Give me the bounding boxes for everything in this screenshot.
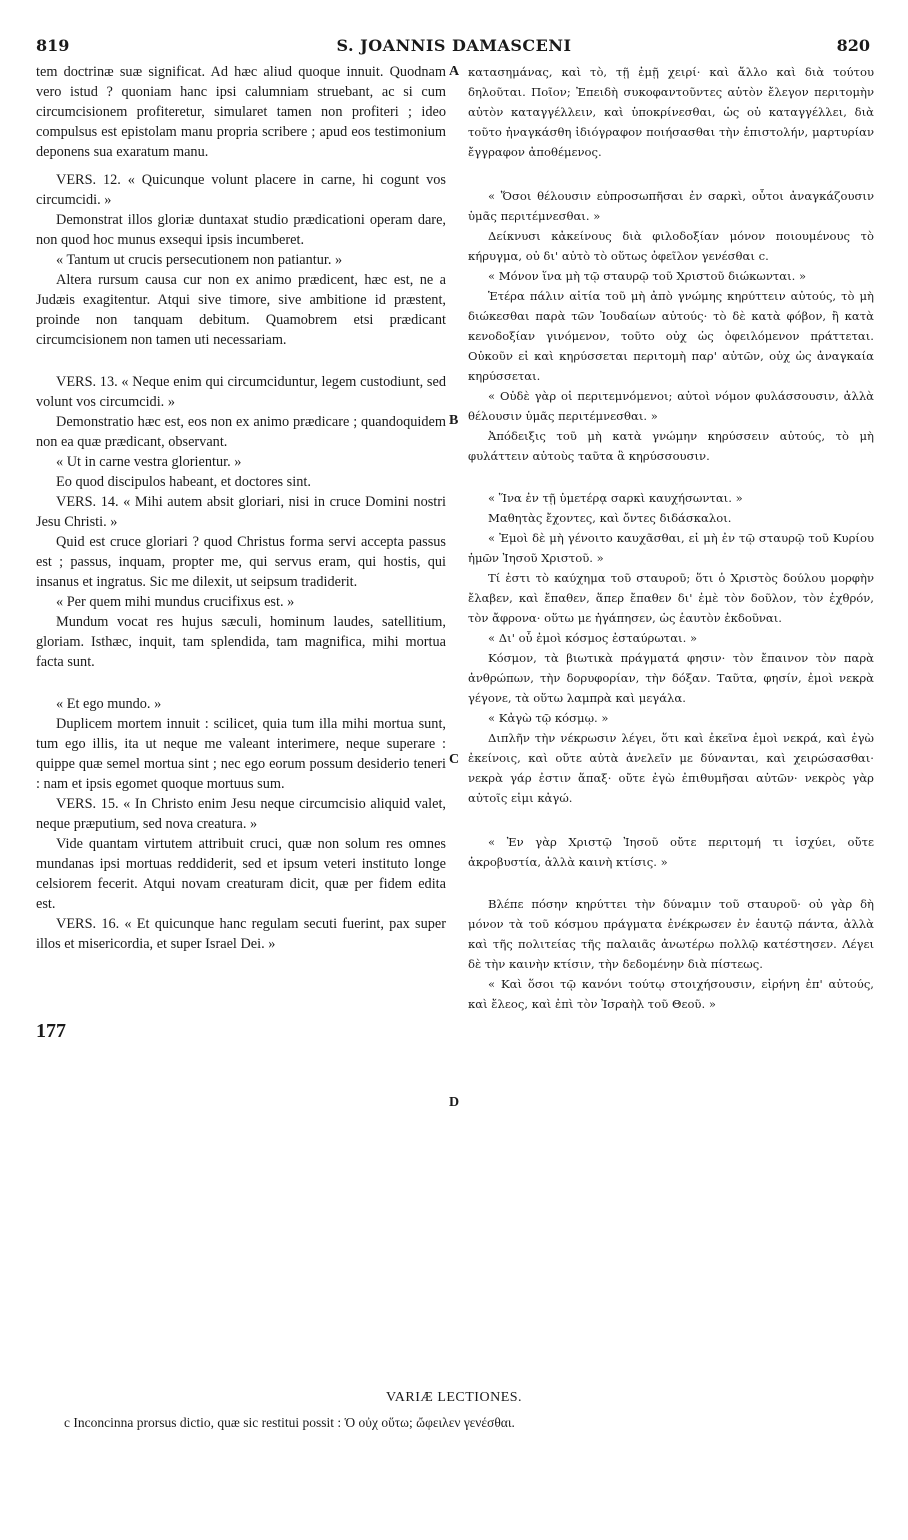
latin-column (36, 62, 446, 954)
latin-quote: « Ut in carne vestra glorientur. » (56, 454, 242, 470)
greek-quote: « Ἐμοὶ δὲ μὴ γένοιτο καυχᾶσθαι, εἰ μὴ ἐν τῷ σταυρῷ τοῦ Κυρίου ἡμῶν Ἰησοῦ Χριστοῦ. » (468, 531, 874, 565)
latin-paragraph: Quid est cruce gloriari ? quod Christus forma servi accepta passus est ; passus, inquam, propter me, qui servus eram, qui hostis, qui insanus et ingratus. Sic me dilexit, ut seipsum tradiderit. (36, 534, 446, 590)
greek-paragraph: κατασημάνας, καὶ τὸ, τῇ ἐμῇ χειρί· καὶ ἄλλο καὶ διὰ τούτου δηλοῦται. Ποῖον; Ἐπειδὴ συκοφαντοῦντες αὐτὸν ἔλεγον περιτομὴν αὐτὸν καταγγέλλειν, καὶ ὑποκρίνεσθαι, ὡς οὐ καταγγέλλει, διὰ τοῦτο ἠναγκάσθη ἰδιόγραφον ποιήσασθαι τὴν ἐπιστολήν, μαρτυρίαν ἔγγραφον ἀποθέμενος. (468, 65, 874, 159)
latin-paragraph: Demonstratio hæc est, eos non ex animo prædicare ; quandoquidem non ea quæ prædicant, observant. (36, 414, 446, 450)
margin-letter-c: C (449, 752, 460, 767)
variae-lectiones-note: c Inconcinna prorsus dictio, quæ sic restitui possit : Ὁ οὐχ οὕτω; ὤφειλεν γενέσθαι. (64, 1415, 515, 1430)
latin-verse-12: VERS. 12. « Quicunque volunt placere in carne, hi cogunt vos circumcidi. » (36, 172, 446, 208)
latin-verse-13: VERS. 13. « Neque enim qui circumciduntur, legem custodiunt, sed volunt vos circumcidi. » (36, 374, 446, 410)
margin-letter-a: A (449, 64, 460, 79)
greek-paragraph: Ἀπόδειξις τοῦ μὴ κατὰ γνώμην κηρύσσειν αὐτούς, τὸ μὴ φυλάττειν αὐτοὺς ταῦτα ἃ κηρύσσουσιν. (468, 429, 874, 463)
margin-letter-d: D (449, 1095, 460, 1110)
latin-verse-14: VERS. 14. « Mihi autem absit gloriari, nisi in cruce Domini nostri Jesu Christi. » (36, 494, 446, 530)
greek-quote: « Ὅσοι θέλουσιν εὐπροσωπῆσαι ἐν σαρκὶ, οὗτοι ἀναγκάζουσιν ὑμᾶς περιτέμνεσθαι. » (468, 189, 874, 223)
latin-quote: « Et ego mundo. » (56, 696, 162, 712)
latin-paragraph: Eo quod discipulos habeant, et doctores sint. (56, 474, 311, 490)
greek-quote: « Οὐδὲ γὰρ οἱ περιτεμνόμενοι; αὐτοὶ νόμον φυλάσσουσιν, ἀλλὰ θέλουσιν ὑμᾶς περιτέμνεσθαι. » (468, 389, 874, 423)
margin-letter-b: B (449, 413, 459, 428)
page-number-left: 819 (36, 36, 70, 55)
margin-page-number: 177 (36, 1020, 66, 1042)
latin-paragraph: Vide quantam virtutem attribuit cruci, quæ non solum res omnes mundanas ipsi mortuas reddiderit, sed et ipsum veteri instituto longe celsiorem fecerit. Atqui novam creaturam dicit, quæ per fidem edita est. (36, 836, 446, 912)
greek-paragraph: Δείκνυσι κἀκείνους διὰ φιλοδοξίαν μόνον ποιουμένους τὸ κήρυγμα, οὐ δι' αὐτὸ τὸ οὕτως ὀφεῖλον γενέσθαι c. (468, 229, 874, 263)
greek-quote: « Ἵνα ἐν τῇ ὑμετέρᾳ σαρκὶ καυχήσωνται. » (488, 491, 743, 505)
running-title: S. JOANNIS DAMASCENI (336, 36, 572, 55)
latin-paragraph: Mundum vocat res hujus sæculi, hominum laudes, satellitium, gloriam. Isthæc, inquit, tam splendida, tam magnifica, mihi mortua facta sunt. (36, 614, 446, 670)
latin-paragraph: Duplicem mortem innuit : scilicet, quia tum illa mihi mortua sunt, tum ego illis, ita ut neque me valeant interimere, neque superare : quippe quæ semel mortua sint ; nec ego eorum possum desiderio teneri : nam et ipsis egomet quoque mortuus sum. (36, 716, 446, 792)
latin-paragraph: tem doctrinæ suæ significat. Ad hæc aliud quoque innuit. Quodnam vero istud ? quoniam hanc ipsi calumniam struebant, ac si cum circumcisionem profiteretur, simularet tamen non profiteri ; ideo compulsus est epistolam manu propria scribere ; apud eos testimonium deponens sua exaratum manu. (36, 64, 446, 160)
page-number-right: 820 (836, 36, 870, 55)
greek-paragraph: Βλέπε πόσην κηρύττει τὴν δύναμιν τοῦ σταυροῦ· οὐ γὰρ δὴ μόνον τὰ τοῦ κόσμου πράγματα ἐνέκρωσεν ἐν ἑαυτῷ πάντα, ἀλλὰ καὶ τῆς πολιτείας τῆς παλαιᾶς ἀνωτέρω πολλῷ κατέστησεν. Λέγει δὲ τὴν καινὴν κτίσιν, τὴν δεδομένην διὰ πίστεως. (468, 897, 874, 971)
greek-paragraph: Ἑτέρα πάλιν αἰτία τοῦ μὴ ἀπὸ γνώμης κηρύττειν αὐτούς, τὸ μὴ διώκεσθαι παρὰ τῶν Ἰουδαίων αὐτούς· τὸ δὲ κατὰ φόβον, ἢ κατὰ κενοδοξίαν γινόμενον, τοῦτο οὐχ ὡς ὀφειλόμενον πράττεται. Οὐκοῦν εἰ καὶ κηρύσσεται περιτομὴ παρ' αὐτῶν, οὐχ ὡς ἀναγκαία κηρύσσεται. (468, 289, 874, 383)
greek-quote: « Κἀγὼ τῷ κόσμῳ. » (488, 711, 609, 725)
variae-lectiones-title: VARIÆ LECTIONES. (385, 1390, 523, 1405)
greek-quote: « Μόνον ἵνα μὴ τῷ σταυρῷ τοῦ Χριστοῦ διώκωνται. » (488, 269, 807, 283)
greek-paragraph: Κόσμον, τὰ βιωτικὰ πράγματά φησιν· τὸν ἔπαινον τὸν παρὰ ἀνθρώπων, τὴν δορυφορίαν, τὴν δόξαν. Ταῦτα, φησίν, ἐμοὶ νεκρὰ γέγονε, τὰ οὕτω λαμπρὰ καὶ μεγάλα. (468, 651, 874, 705)
greek-quote: « Ἐν γὰρ Χριστῷ Ἰησοῦ οὔτε περιτομή τι ἰσχύει, οὔτε ἀκροβυστία, ἀλλὰ καινὴ κτίσις. » (468, 835, 874, 869)
greek-paragraph: Μαθητὰς ἔχοντες, καὶ ὄντες διδάσκαλοι. (488, 511, 732, 525)
greek-paragraph: Τί ἐστι τὸ καύχημα τοῦ σταυροῦ; ὅτι ὁ Χριστὸς δούλου μορφὴν ἔλαβεν, καὶ ἔπαθεν, ἅπερ ἔπαθεν δι' ἐμὲ τὸν δοῦλον, τὸν ἐχθρόν, τὸν ἄφρονα· οὕτω με ἠγάπησεν, ὡς ἑαυτὸν ἐκδοῦναι. (468, 571, 874, 625)
latin-verse-16: VERS. 16. « Et quicunque hanc regulam secuti fuerint, pax super illos et misericordia, et super Israel Dei. » (36, 916, 446, 952)
latin-paragraph: Altera rursum causa cur non ex animo prædicent, hæc est, ne a Judæis exagitentur. Atqui sive timore, sive ambitione id præstent, proinde non tanquam debitum. Quamobrem etsi prædicant circumcisionem non tamen uti necessariam. (36, 272, 446, 348)
latin-quote: « Per quem mihi mundus crucifixus est. » (56, 594, 295, 610)
latin-paragraph: Demonstrat illos gloriæ duntaxat studio prædicationi operam dare, non quod hoc munus exsequi ipsis incumberet. (36, 212, 446, 248)
latin-verse-15: VERS. 15. « In Christo enim Jesu neque circumcisio aliquid valet, neque præputium, sed nova creatura. » (36, 796, 446, 832)
greek-quote: « Καὶ ὅσοι τῷ κανόνι τούτῳ στοιχήσουσιν, εἰρήνη ἐπ' αὐτούς, καὶ ἔλεος, καὶ ἐπὶ τὸν Ἰσραὴλ τοῦ Θεοῦ. » (468, 977, 874, 1011)
greek-quote: « Δι' οὗ ἐμοὶ κόσμος ἐσταύρωται. » (488, 631, 698, 645)
latin-quote: « Tantum ut crucis persecutionem non patiantur. » (56, 252, 343, 268)
greek-paragraph: Διπλῆν τὴν νέκρωσιν λέγει, ὅτι καὶ ἐκεῖνα ἐμοὶ νεκρά, καὶ ἐγὼ ἐκείνοις, καὶ οὔτε αὐτὰ ἀνελεῖν με δύνανται, καὶ χειρώσασθαι· νεκρὰ γάρ ἐστιν ἅπαξ· οὔτε ἐγὼ ἐπιθυμῆσαι αὐτῶν· νεκρὸς γὰρ αὐτοῖς εἰμι κἀγώ. (468, 731, 874, 805)
greek-column (468, 62, 874, 1014)
